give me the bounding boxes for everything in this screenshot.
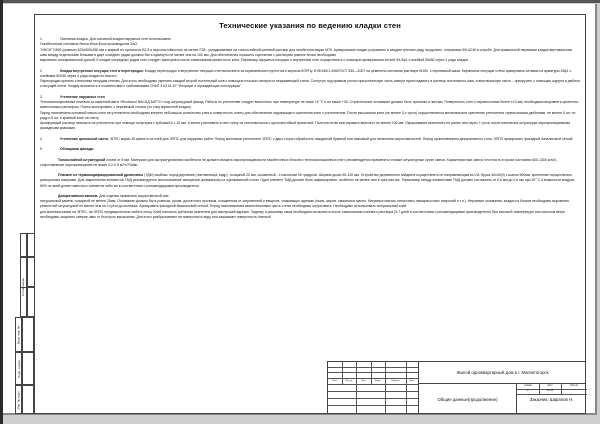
section-number: 3: [40, 94, 42, 99]
section-heading: Утепление наружных стен: [60, 94, 105, 99]
paragraph: Газобетонные стеновые блоки Инса-Блок производства ЗАО: [40, 42, 138, 47]
stamp-inv-orig-label: Инв. № подл.: [16, 390, 21, 409]
stamp-sign-date-label: Подп. и дата: [16, 359, 21, 378]
stamp-replace-inv-label: Взам. инв. №: [16, 325, 21, 344]
section-5: [40, 147, 580, 220]
col-header-doc-number: №док.: [374, 380, 382, 382]
subsection-lead: Тонкослойной штукатуркой: [58, 157, 106, 162]
stage-value: Р: [527, 390, 529, 392]
revision-table: [328, 362, 418, 414]
col-header-signature: Подпись: [391, 380, 400, 382]
section-heading: Кладка внутренних несущих стен и перегородок.: [60, 68, 144, 73]
subsection-text: слоем от 8 мм. Материал для оштукатуривания газобетона не должен снижать паропроницаемости газобетонных блоков и теплоизоляционных плит, рекомендуется применять готовые штукатурные сухие смеси. Характеристики смеси: плотность в сухом состоянии 600-1300 кг/м3, сопротивление паропроницанию не выше 0,2-0,5 м2*ч*Па/мг.: [40, 157, 557, 167]
stamp-inv-orig-value: [22, 385, 34, 414]
document-body: [40, 37, 580, 225]
stamp-sign-date-value: [22, 352, 34, 385]
subsection-text: (ТДМ) хвойных пород деревьев (лиственница, кедр), толщиной 20 мм, скошенный - с наклоном 45 градусов. Ширина доски 90-120 мм. Устройство деревянного сайдинга осуществлять по направляющим из LVL бруса 40х40(h) с шагом 500мм, крепление осуществлять распорными анкерами. Для закрепления элементов ТМД рекомендуется использование саморезов (кляммеров) из оцинкованной стали. Один элемент ТМД должен быть зафиксирован, особенно не менее чем в трех местах. Термозазор между элементами ТМД должен составлять от 0,5 мм до 0,6 мм при 20° С и влажности воздуха 60% по всей длине навесного элемента либо же в соответствии с рекомендациями производителя.: [40, 173, 575, 188]
stamp-sign-date-label-cell: [15, 352, 22, 385]
sheet-label: Лист: [547, 385, 553, 387]
section-2: [40, 69, 580, 90]
paragraph: натуральный камень толщиной не менее 20мм. Основание должно быть ровным, сухим, достаточно прочным, очищенным от загрязнений и веществ, снижающих адгезию (пыли, жиров, смазочных масел, битумных мастик, непрочных лакокрасочных покрытий и т.п.). Неровные основания, кладки из блоков необходимо выровнять ремонтной штукатуркой не менее чем за 3 суток до монтажа. Армировать фасадной базальтовой сеткой. Перед наклеиванием камня внешнюю часть стены необходимо огрунтовать. Необходимо использовать специальный клей: [40, 199, 570, 209]
section-3: [40, 95, 580, 132]
section-4: [40, 137, 580, 142]
subsection-planken: [40, 173, 580, 189]
subsection-lead: Декоративным камнем.: [58, 193, 99, 198]
section-heading: Основная кладка. Для основной кладки наружных стен использовать: [60, 37, 171, 41]
stage-label: Стадия: [524, 385, 532, 387]
col-header-sheet: Лист: [361, 380, 366, 382]
document-title: Технические указания по ведению кладки стен: [219, 21, 401, 30]
stamp-agreed-label: Согласовано: [21, 277, 26, 297]
paragraph: Армирующий раствор наносить на утеплитель при помощи полутерка с зубьями10 х 10 мм, а затем утапливать в него сетку из стекловолокна с щелочестойкой пропиткой. Полотна сетки монтировать внахлест не менее 100 мм. Окрашивание выполнить не ранее чем через 7 суток после нанесения штукатурки паропроницаемыми фасадными красками.: [40, 121, 571, 131]
paragraph: Перегородки крепить к внешним несущим стенам. Для этого необходимо укрепить каждый второй постельный шов с помощью плоского анкера из нержавеющей стали. Согнутую под прямым углом горизонтальную часть анкера нужно вдавить в раствор постельного шва, а вертикальную часть – прикрутить с помощью шурупа и дюбеля к несущей стене. Кладку выполнить в соответствии с требованиями СНиП 3.03.01-87 "Несущие и ограждающие конструкции": [40, 79, 580, 89]
stamp-cell: [20, 287, 27, 317]
paragraph: ЭППС марки 35 крепить на клей для ЭППС для наружных работ. Перед монтажом утеплителя ЭППС с двух сторон обработать наждачной бумагой или нажовкой для нанесения шероховатостей. Перед приклеиванием декоративного слоя, ЭППС армировать фасадной базальтовой сеткой.: [109, 136, 574, 141]
paragraph: "ИНСИ" D500 (ровные) 625х500х250 мм с маркой по прочности В2,5 и морозостойкостью не менее F35 , укладываемые на тонкослойный клеевой раствор для газобетона марки М75. Армирование кладки устраивать в каждом третьем ряду продольно, стержнями Ф6 А240 в штробе. Для правильной перевязки кладки вертикальные швы между отдельными блоками в двух соседних рядах должны быть сдвинуты не менее чем на 100 мм. Для обеспечения хорошего сцепления с раствором ровные блоки необходимо: [40, 47, 573, 57]
section-number: 5: [40, 147, 42, 152]
paragraph: Теплоизоляционными плитами из каменной ваты «Rockwool ФАСАД БАТТС» под штукатурный фасад. Работы по утеплению следует выполнять при температуре не ниже +5 °С и не выше +30. Строительное основание должно быть прочным и чистым. Поверхность стен с неровностями более ±10 мм, необходимо выровнять цементно-известковым раствором. Плиты монтировать с перевязкой стыков (по типу кирпичной кладки).: [40, 100, 580, 110]
col-header-change: Изм.: [332, 380, 338, 382]
section-number: 1: [40, 37, 42, 41]
paragraph: Перед нанесением основной массы клея на утеплитель необходимо втереть небольшое количество клея в поверхность плиты для обеспечения надлежащего сцепления клея с утеплителем. После высыхания клея (не менее 3-х суток) осуществляется механическое крепление утеплителя тарельчатыми дюбелями, не менее 5 шт. по ряду и 6 шт. в краевой зоне на плиту.: [40, 110, 576, 120]
subsection-text: Для отделки применять искусственный или: [99, 193, 169, 198]
subsection-lead: Планкен из термомодифицированной древесины: [58, 173, 144, 178]
top-edge: [0, 0, 600, 3]
section-number: 4: [40, 136, 42, 141]
col-header-date: Дата: [409, 380, 415, 382]
customer-name: Заказчик: Шарапов Н.: [529, 397, 574, 402]
sheet-info: [516, 384, 586, 414]
paragraph: выровнять шлифовальной доской. К кладке очередных рядов стен следует приступать после схватывания цементного клея. Перевязку наружных несущих и внутренних стен осуществлять с помощью армирования сеткой Ф4 Вр1 с ячейкой 50х50 через 2 ряда кладки.: [40, 58, 469, 62]
section-heading: Облицовка фасада:: [60, 147, 94, 152]
sheet-name: Общие данные(продолжение): [418, 384, 516, 414]
paragraph: для монтажа камня на ЭППС, на ЭППС предварительно набить сетку. Клей наносить зубчатым шпателем для наилучшей адгезии. Заделку и расшивку швов необходимо выполнить после схватывания клеевого раствора (3-7 дней в соответствии с рекомендациями производителя).При высокой температуре или сильном ветре: [40, 209, 566, 214]
section-heading: Утепление цокольной части.: [60, 136, 109, 141]
paragraph: Кладку перегородок и внутренних несущих стен выполнять из керамического пустотного кирпича КОРПу 1НФ/150/1,4/50/ГОСТ 530—2007 на цементно-песчаном растворе М100, с перевязкой швов. Кирпичные несущие стены армировать сетками из арматуры 4Вр1 с ячейками 50Х50 через 4 ряда кладки по высоте.: [40, 68, 572, 78]
title-block: [327, 361, 585, 413]
sheets-label: Листов: [570, 385, 578, 387]
subsection-plaster: [40, 158, 580, 169]
drawing-sheet: [3, 4, 597, 415]
drawing-frame: [34, 14, 586, 414]
stamp-replace-inv-value: [22, 317, 34, 352]
col-header-count: Кол.уч.: [345, 380, 353, 382]
stamp-cell: [20, 233, 27, 257]
paragraph: необходимо защитить свежие швы от быстрого высыхания. Для этого разбрызгивают на поверхность воду или закрывают поверхность пленкой: [40, 214, 271, 219]
stamp-inv-orig-label-cell: [15, 385, 22, 414]
stamp-replace-inv-label-cell: [15, 317, 22, 352]
project-name: Жилой одноквартирный дом в г. Магнитогорск: [418, 362, 586, 384]
section-1: [40, 37, 580, 63]
section-number: 2: [40, 68, 42, 73]
sheet-value: АР-02: [546, 390, 554, 392]
